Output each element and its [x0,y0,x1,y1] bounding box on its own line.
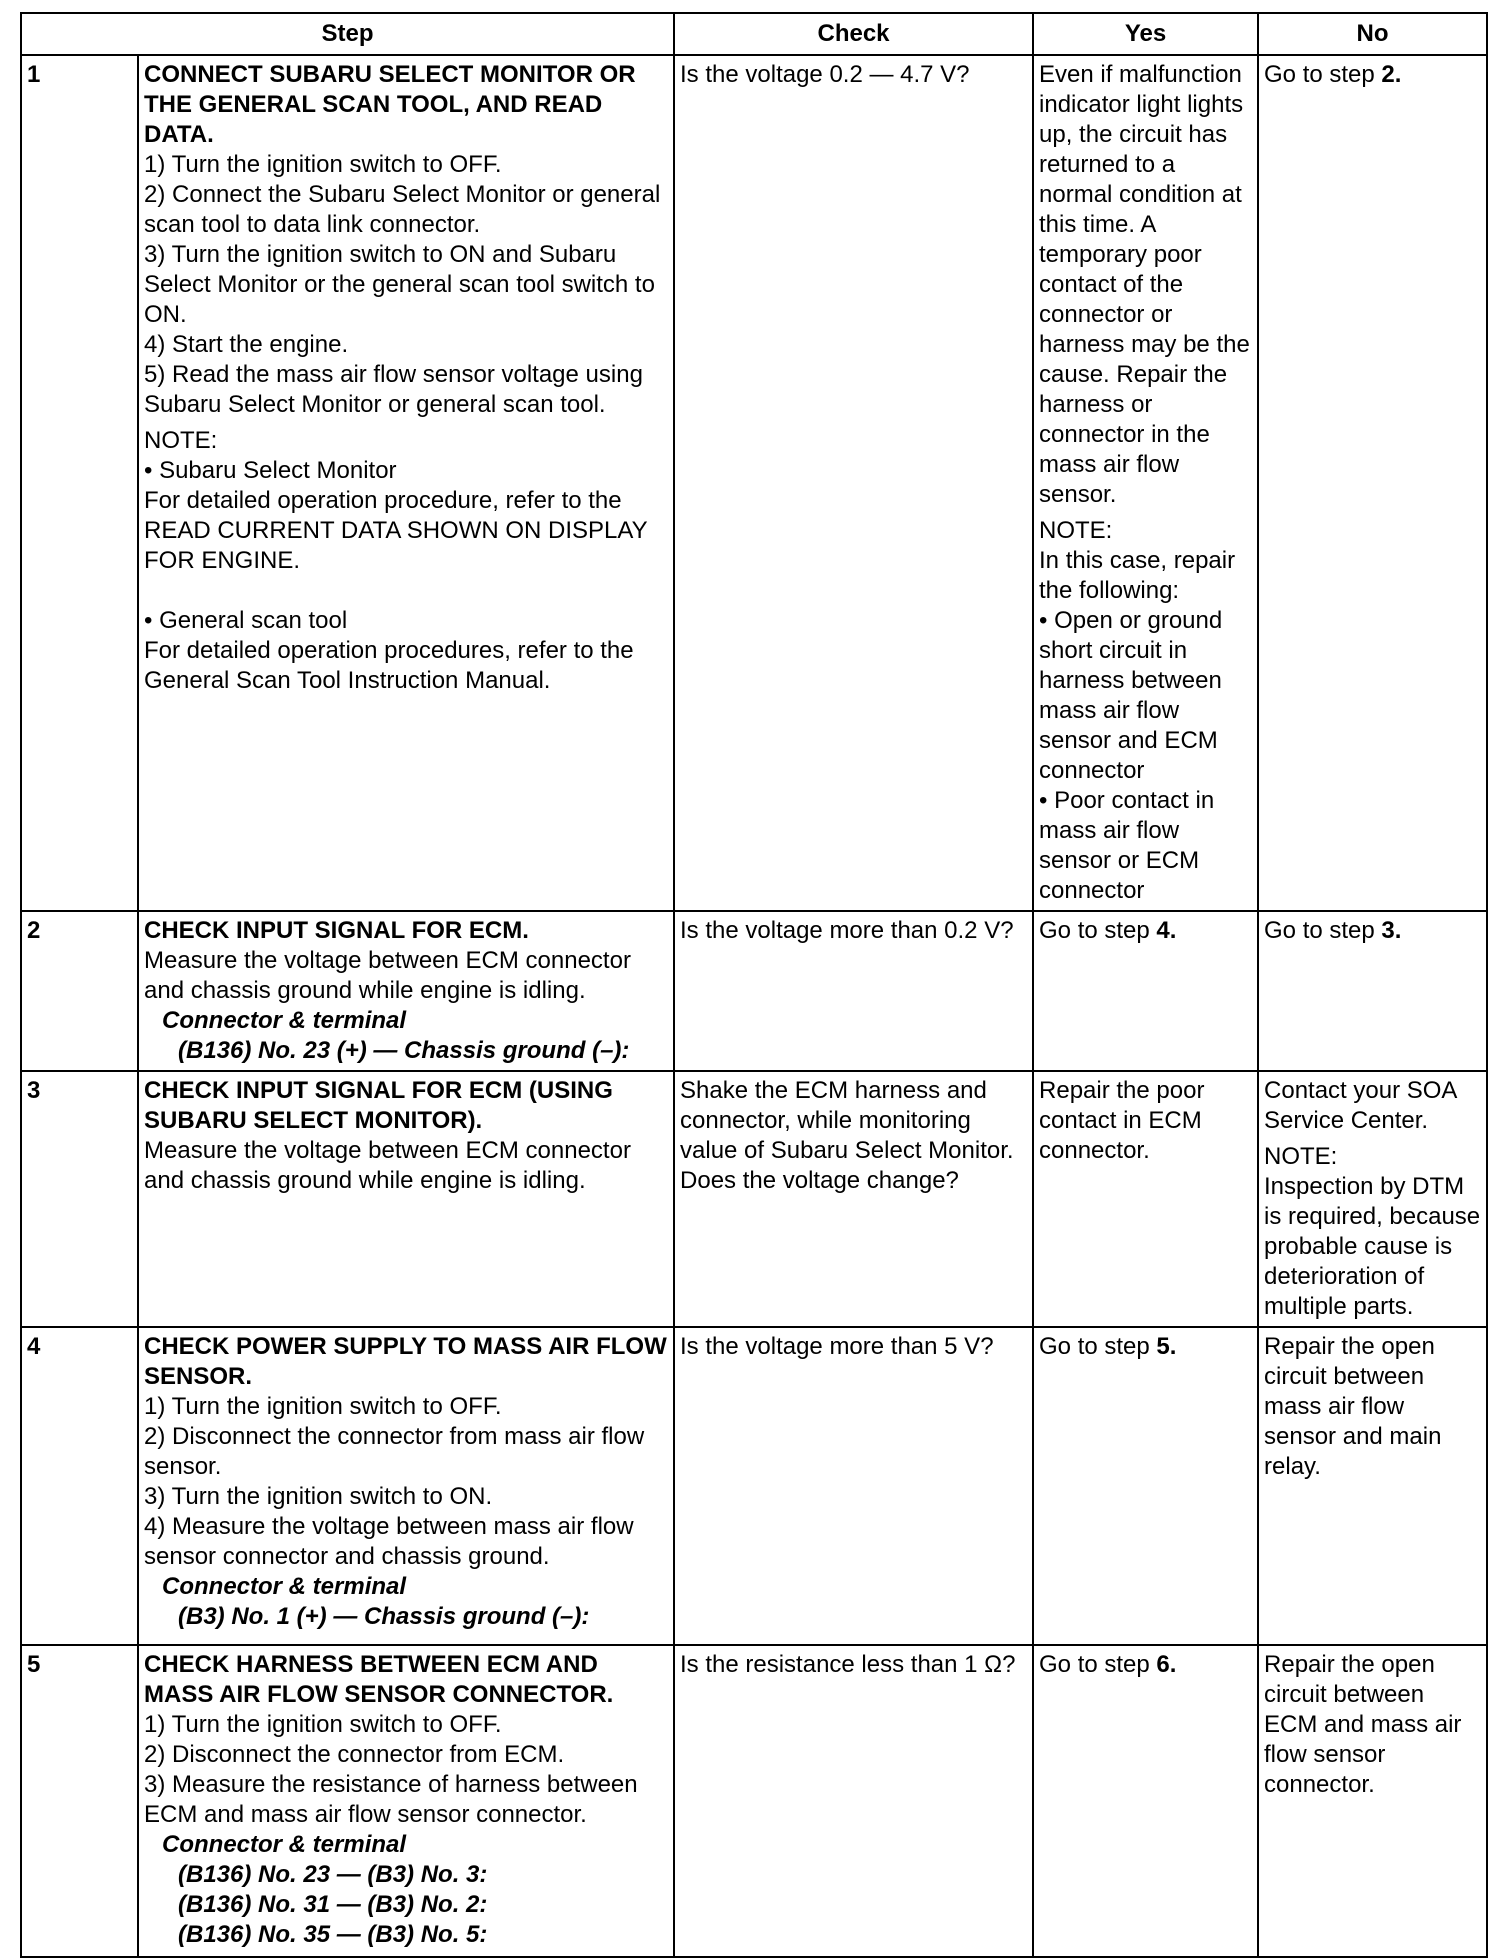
header-check: Check [674,13,1033,55]
step-reference: 3. [1381,917,1402,944]
spacer [144,576,668,606]
step-content [138,1071,674,1327]
step-reference: 5. [1156,1333,1177,1360]
step-number: 3 [21,1071,138,1327]
step-title: CHECK POWER SUPPLY TO MASS AIR FLOW SENSOR. [144,1333,667,1390]
step-instruction: 2) Disconnect the connector from ECM. [144,1741,565,1768]
step-text: Measure the voltage between ECM connector and chassis ground while engine is idling. [144,1137,631,1194]
yes-cell [1033,911,1258,1071]
step-title: CHECK INPUT SIGNAL FOR ECM. [144,917,529,944]
step-content [138,1327,674,1645]
check-cell: Is the resistance less than 1 Ω? [674,1645,1033,1957]
step-instruction: 2) Disconnect the connector from mass air flow sensor. [144,1423,645,1480]
header-step: Step [21,13,674,55]
table-row [21,55,1487,911]
table-row [21,1645,1487,1957]
yes-text: Even if malfunction indicator light lights up, the circuit has returned to a normal condition at this time. A temporary poor contact of the connector or harness may be the cause. Repair the harness or connector in the mass air flow sensor. [1039,61,1250,508]
table-row [21,911,1487,1071]
step-number: 2 [21,911,138,1071]
check-cell: Is the voltage more than 0.2 V? [674,911,1033,1071]
step-number: 1 [21,55,138,911]
step-instruction: 3) Measure the resistance of harness between ECM and mass air flow sensor connector. [144,1771,638,1828]
note-label: NOTE: [144,427,218,454]
table-row [21,1071,1487,1327]
step-reference: 4. [1156,917,1177,944]
step-content [138,55,674,911]
step-title: CHECK HARNESS BETWEEN ECM AND MASS AIR FLOW SENSOR CONNECTOR. [144,1651,614,1708]
step-instruction: 4) Start the engine. [144,331,349,358]
note-text: For detailed operation procedure, refer to the READ CURRENT DATA SHOWN ON DISPLAY FOR ENGINE. [144,487,648,574]
step-reference: 6. [1156,1651,1177,1678]
step-instruction: 1) Turn the ignition switch to OFF. [144,1711,502,1738]
connector-terminal-line: (B136) No. 35 — (B3) No. 5: [178,1921,488,1948]
no-cell: Repair the open circuit between ECM and mass air flow sensor connector. [1258,1645,1487,1957]
note-bullet: • Open or ground short circuit in harness between mass air flow sensor and ECM connector [1039,607,1223,784]
yes-text: Go to step [1039,1651,1157,1678]
note-text: In this case, repair the following: [1039,547,1236,604]
no-cell [1258,55,1487,911]
step-text: Measure the voltage between ECM connector and chassis ground while engine is idling. [144,947,631,1004]
header-no: No [1258,13,1487,55]
step-instruction: 2) Connect the Subaru Select Monitor or general scan tool to data link connector. [144,181,661,238]
note-bullet: • Subaru Select Monitor [144,457,397,484]
step-title: CHECK INPUT SIGNAL FOR ECM (USING SUBARU SELECT MONITOR). [144,1077,613,1134]
yes-cell [1033,1327,1258,1645]
note-label: NOTE: [1264,1143,1338,1170]
check-cell: Is the voltage more than 5 V? [674,1327,1033,1645]
connector-terminal-line: (B136) No. 31 — (B3) No. 2: [178,1891,488,1918]
step-instruction: 5) Read the mass air flow sensor voltage using Subaru Select Monitor or general scan tool. [144,361,643,418]
connector-terminal-line: (B136) No. 23 (+) — Chassis ground (–): [178,1037,630,1064]
connector-terminal-label: Connector & terminal [162,1573,407,1600]
step-instruction: 4) Measure the voltage between mass air flow sensor connector and chassis ground. [144,1513,634,1570]
no-text: Contact your SOA Service Center. [1264,1077,1457,1134]
step-title: CONNECT SUBARU SELECT MONITOR OR THE GENERAL SCAN TOOL, AND READ DATA. [144,61,636,148]
step-number: 4 [21,1327,138,1645]
diagnosis-table [20,12,1488,1958]
yes-cell [1033,55,1258,911]
step-reference: 2. [1381,61,1402,88]
yes-text: Go to step [1039,1333,1157,1360]
no-cell [1258,911,1487,1071]
no-text: Go to step [1264,917,1382,944]
note-text: Inspection by DTM is required, because probable cause is deterioration of multiple parts. [1264,1173,1481,1320]
connector-terminal-line: (B3) No. 1 (+) — Chassis ground (–): [178,1603,590,1630]
no-cell: Repair the open circuit between mass air flow sensor and main relay. [1258,1327,1487,1645]
step-instruction: 1) Turn the ignition switch to OFF. [144,1393,502,1420]
header-row [21,13,1487,55]
note-bullet: • General scan tool [144,607,348,634]
connector-terminal-label: Connector & terminal [162,1831,407,1858]
note-text: For detailed operation procedures, refer to the General Scan Tool Instruction Manual. [144,637,634,694]
step-number: 5 [21,1645,138,1957]
check-cell: Shake the ECM harness and connector, while monitoring value of Subaru Select Monitor. Does the voltage change? [674,1071,1033,1327]
step-instruction: 1) Turn the ignition switch to OFF. [144,151,502,178]
note-label: NOTE: [1039,517,1113,544]
yes-text: Go to step [1039,917,1157,944]
check-cell: Is the voltage 0.2 — 4.7 V? [674,55,1033,911]
step-content [138,1645,674,1957]
yes-cell [1033,1645,1258,1957]
header-yes: Yes [1033,13,1258,55]
connector-terminal-line: (B136) No. 23 — (B3) No. 3: [178,1861,488,1888]
step-instruction: 3) Turn the ignition switch to ON. [144,1483,493,1510]
step-content [138,911,674,1071]
no-text: Go to step [1264,61,1382,88]
note-bullet: • Poor contact in mass air flow sensor or ECM connector [1039,787,1215,904]
no-cell [1258,1071,1487,1327]
step-instruction: 3) Turn the ignition switch to ON and Subaru Select Monitor or the general scan tool switch to ON. [144,241,655,328]
connector-terminal-label: Connector & terminal [162,1007,407,1034]
yes-cell: Repair the poor contact in ECM connector. [1033,1071,1258,1327]
table-row [21,1327,1487,1645]
